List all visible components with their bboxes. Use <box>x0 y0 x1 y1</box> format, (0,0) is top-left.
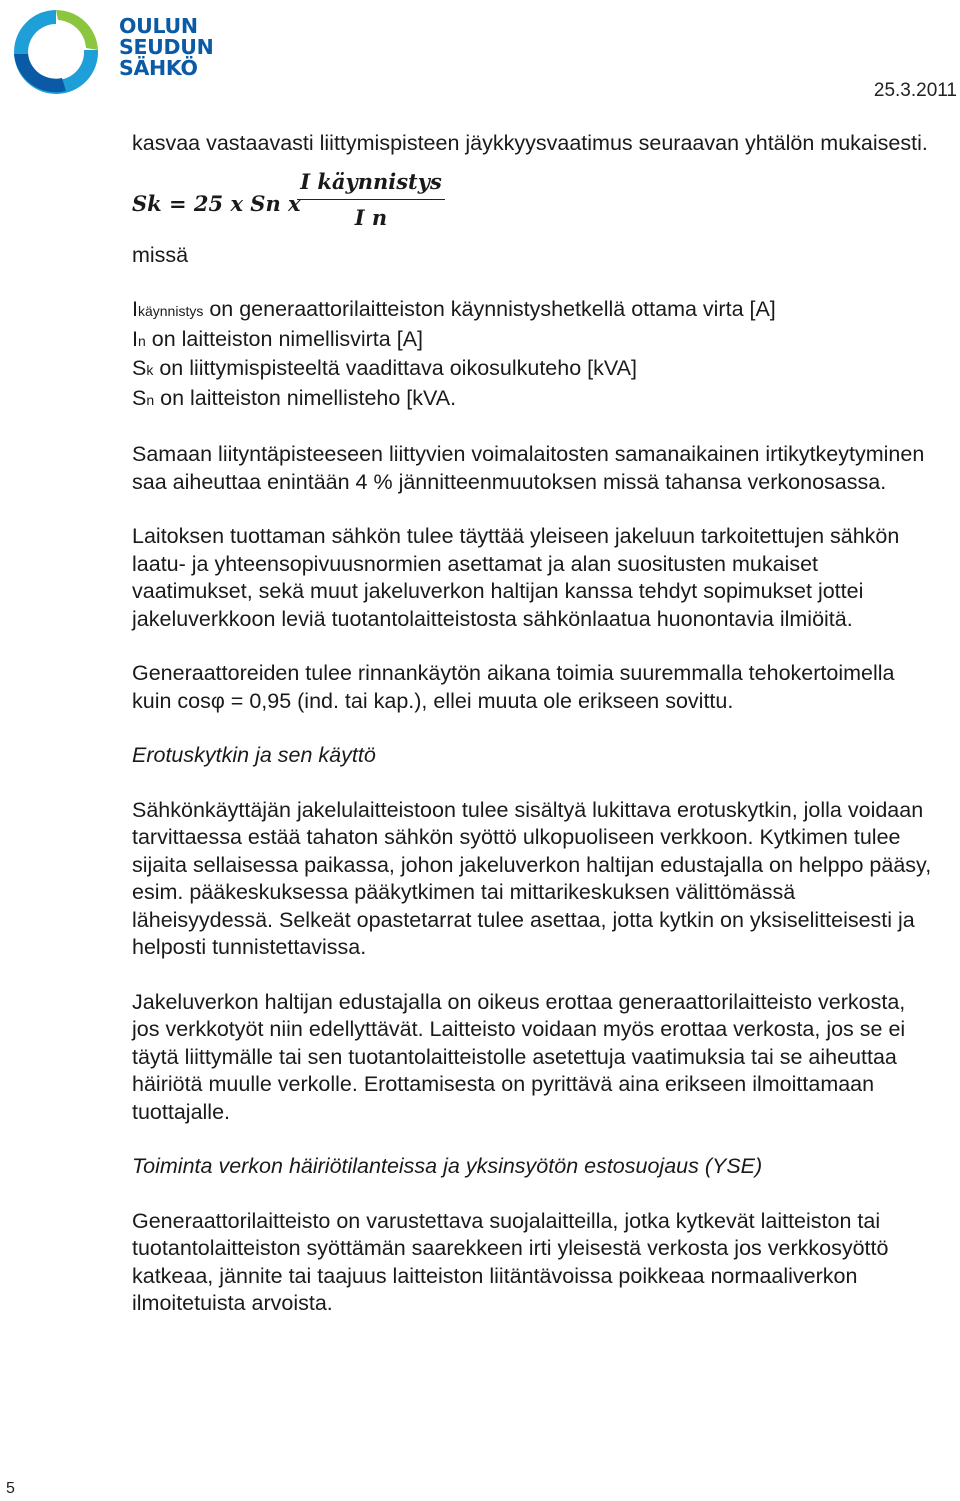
logo-line: OULUN <box>119 14 198 38</box>
logo-line: SÄHKÖ <box>119 56 198 80</box>
logo-mark-icon <box>6 4 106 96</box>
definition-symbol: I <box>132 297 138 321</box>
document-body <box>132 130 932 1318</box>
paragraph: Jakeluverkon haltijan edustajalla on oikeus erottaa generaattorilaitteisto verkosta, jos verkkotyöt niin edellyttävät. Laitteisto voidaan myös erottaa verkosta, jos se ei täytä liittymälle tai sen tuotantolaitteistolle asetettuja vaatimuksia tai se aiheuttaa häiriötä muulle verkolle. Erottamisesta on pyrittävä aina erikseen ilmoittamaan tuottajalle. <box>132 989 906 1124</box>
definition-text: on laitteiston nimellisvirta [A] <box>145 326 424 351</box>
paragraph: Sähkönkäyttäjän jakelulaitteistoon tulee sisältyä lukittava erotuskytkin, jolla voidaan tarvittaessa estää tahaton sähkön syöttö ulkopuoliseen verkkoon. Kytkimen tulee sijaita sellaisessa paikassa, johon jakeluverkon haltijan edustajalla on helppo pääsy, esim. pääkeskuksessa pääkytkimen tai mittarikeskuksen välittömässä läheisyydessä. Selkeät opastetarrat tulee asettaa, jotta kytkin on yksiselitteisesti ja helposti tunnistettavissa. <box>132 797 932 959</box>
definition-line <box>132 296 932 326</box>
document-date: 25.3.2011 <box>873 80 957 101</box>
equation-denominator: I n <box>354 205 388 230</box>
paragraph: Laitoksen tuottaman sähkön tulee täyttää yleiseen jakeluun tarkoitettujen sähkön laatu- ja yhteensopivuusnormien asettamat ja alan suositusten mukaiset vaatimukset, sekä muut jakeluverkon haltijan kanssa tehdyt sopimukset jottei jakeluverkkoon leviä tuotantolaitteistosta sähkönlaatua huonontavia ilmiöitä. <box>132 524 900 631</box>
definition-subscript: käynnistys <box>137 303 204 319</box>
section-heading: Erotuskytkin ja sen käyttö <box>132 743 376 767</box>
page-number: 5 <box>6 1480 15 1497</box>
definition-symbol: I <box>132 326 138 351</box>
definition-subscript: n <box>137 332 146 349</box>
definition-subscript: k <box>146 362 154 378</box>
definition-line <box>132 326 932 356</box>
logo-line: SEUDUN <box>119 35 214 59</box>
equation-numerator: I käynnistys <box>297 168 445 201</box>
definition-text: on liittymispisteeltä vaadittava oikosulkuteho [kVA] <box>153 356 637 380</box>
paragraph: Samaan liityntäpisteeseen liittyvien voimalaitosten samanaikainen irtikytkeytyminen saa aiheuttaa enintään 4 % jännitteenmuutoksen missä tahansa verkonosassa. <box>132 442 925 494</box>
paragraph: Generaattoreiden tulee rinnankäytön aikana toimia suuremmalla tehokertoimella kuin cosφ = 0,95 (ind. tai kap.), ellei muuta ole erikseen sovittu. <box>132 661 895 713</box>
section-heading: Toiminta verkon häiriötilanteissa ja yksinsyötön estosuojaus (YSE) <box>132 1154 763 1178</box>
equation <box>132 168 932 232</box>
paragraph: Generaattorilaitteisto on varustettava suojalaitteilla, jotka kytkevät laitteiston tai tuotantolaitteiston syöttämän saarekkeen irti yleisestä verkosta jos verkkosyöttö katkeaa, jännite tai taajuus laitteiston liitäntävoissa poikkeaa normaaliverkon ilmoitetuista arvoista. <box>132 1208 889 1315</box>
equation-lhs: Sk = 25 x Sn x <box>132 190 301 216</box>
definition-symbol: S <box>132 356 147 380</box>
intro-paragraph: kasvaa vastaavasti liittymispisteen jäykkyysvaatimus seuraavan yhtälön mukaisesti. <box>132 131 928 155</box>
company-logo <box>6 4 236 96</box>
where-label: missä <box>132 242 189 267</box>
definition-text: on generaattorilaitteiston käynnistyshetkellä ottama virta [A] <box>203 297 776 321</box>
definition-subscript: n <box>146 391 155 408</box>
definition-text: on laitteiston nimellisteho [kVA. <box>154 385 457 410</box>
definition-symbol: S <box>132 385 147 410</box>
equation-fraction <box>297 168 445 232</box>
definition-line <box>132 385 932 415</box>
definition-line <box>132 355 932 385</box>
logo-text <box>119 16 213 79</box>
